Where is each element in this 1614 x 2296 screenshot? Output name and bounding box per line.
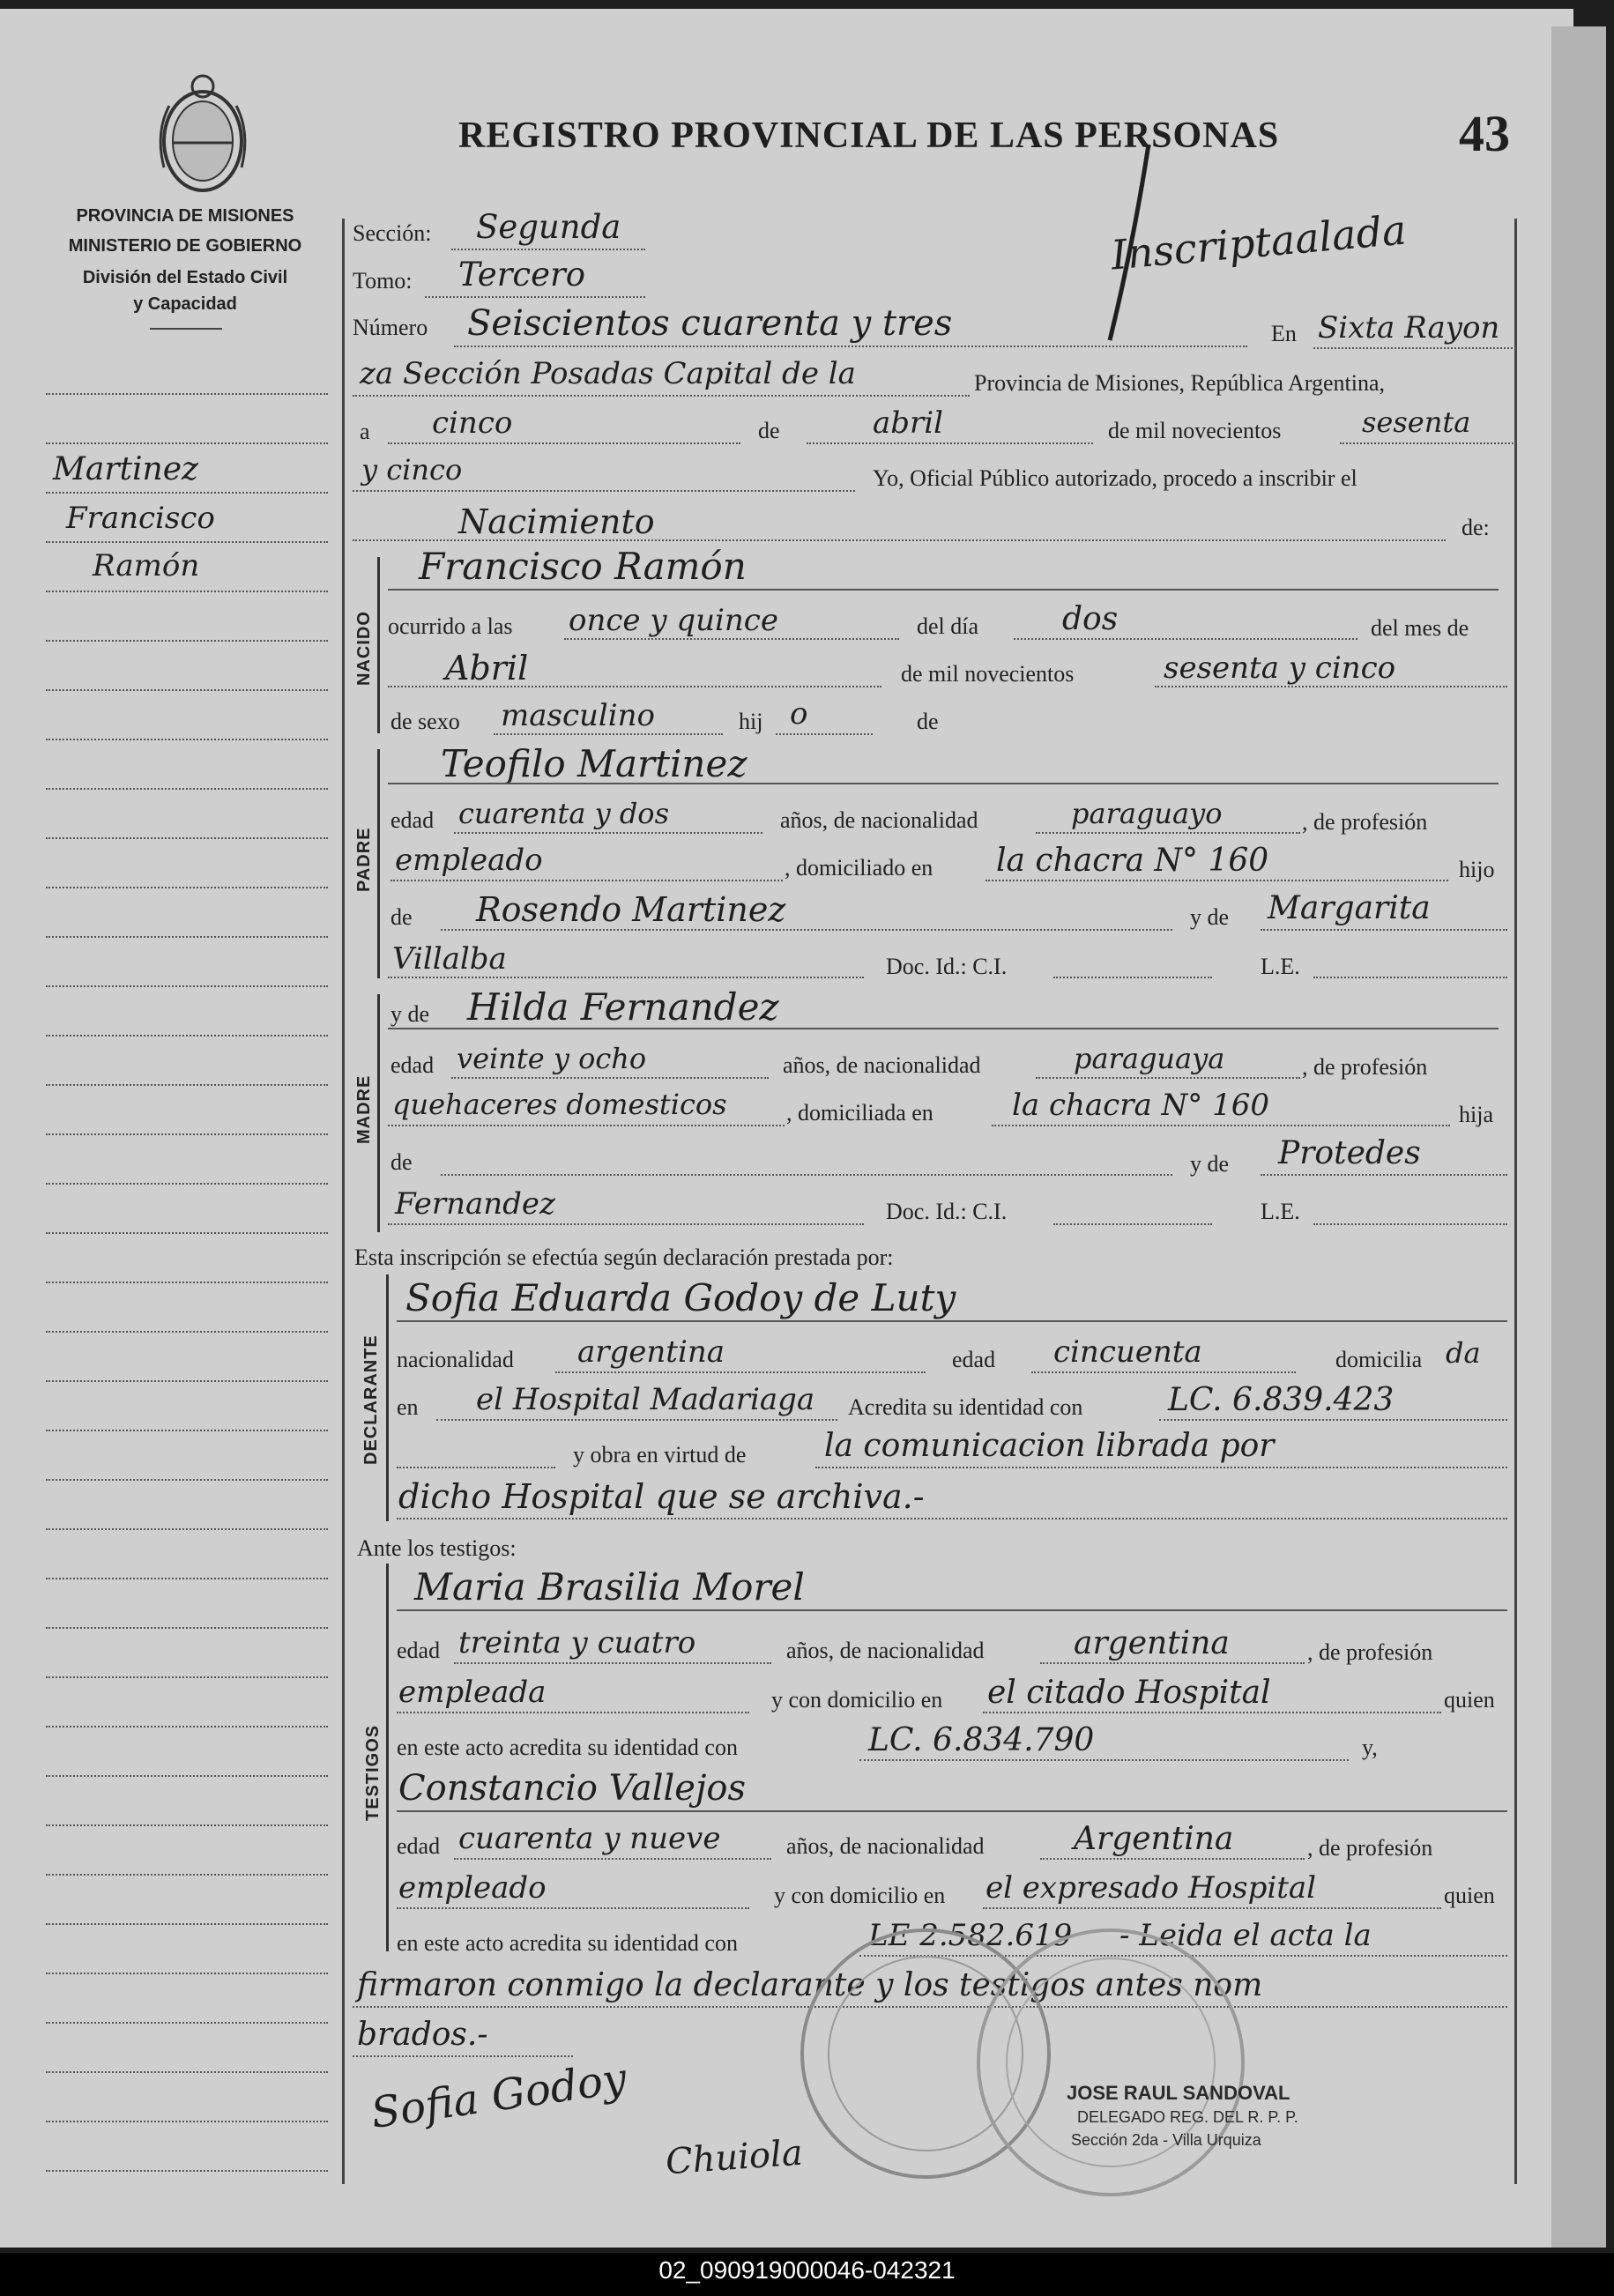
year-value: sesenta: [1362, 405, 1471, 439]
padre-bracket: [377, 749, 380, 978]
sidebar-dotted-line: [46, 1479, 328, 1481]
closing-line-2: firmaron conmigo la declarante y los testigos antes nom: [357, 1967, 1263, 2003]
declarante-en-line: [436, 1419, 837, 1421]
testigo1-acredita-label: en este acto acredita su identidad con: [397, 1735, 738, 1760]
sidebar-dotted-line: [46, 1923, 328, 1925]
day-line: [388, 442, 740, 444]
madre-le-line: [1313, 1223, 1507, 1225]
coat-of-arms-icon: [152, 71, 254, 203]
testigo2-nac-line: [1040, 1858, 1305, 1860]
province-label: PROVINCIA DE MISIONES: [76, 206, 294, 226]
testigo2-edad-value: cuarenta y nueve: [458, 1821, 721, 1856]
testigo1-acredita-value: LC. 6.834.790: [868, 1722, 1095, 1758]
scan-caption: 02_090919000046-042321: [658, 2256, 956, 2284]
seccion-label: Sección:: [353, 220, 432, 246]
testigo2-nac-label: años, de nacionalidad: [786, 1833, 985, 1859]
madre-parent2-value: Protedes: [1278, 1135, 1421, 1171]
acto-value: Nacimiento: [458, 502, 655, 541]
sidebar-dotted-line: [46, 837, 328, 839]
padre-parent1-value: Rosendo Martinez: [476, 890, 786, 929]
declarante-label: DECLARANTE: [361, 1334, 381, 1465]
sidebar-dotted-line: [46, 1578, 328, 1579]
official-section: Sección 2da - Villa Urquiza: [1071, 2131, 1261, 2149]
padre-edad-line: [454, 832, 762, 834]
madre-doc-line: [1053, 1223, 1212, 1225]
testigos-intro: Ante los testigos:: [357, 1535, 517, 1561]
del-mes-label: del mes de: [1371, 615, 1469, 641]
main-border-right: [1514, 219, 1517, 2184]
closing-start: - Leida el acta la: [1119, 1918, 1372, 1953]
sidebar-dotted-line: [46, 2121, 328, 2122]
padre-nac-label: años, de nacionalidad: [780, 807, 978, 833]
official-stamp-icon: [793, 1877, 1287, 2230]
declarante-en-label: en: [397, 1394, 419, 1420]
madre-parent2-value-2: Fernandez: [395, 1186, 555, 1222]
declarante-edad-value: cincuenta: [1053, 1334, 1202, 1370]
sidebar-rule: [150, 328, 222, 330]
signature-witness: Chuiola: [664, 2132, 805, 2183]
padre-name-line: [388, 783, 1499, 784]
madre-prof-value: quehaceres domesticos: [392, 1088, 727, 1121]
madre-edad-label: edad: [390, 1052, 435, 1078]
hij-line: [776, 733, 873, 735]
nacido-de-label: de: [917, 709, 939, 734]
nacido-label: NACIDO: [354, 611, 374, 686]
testigo2-prof-label: , de profesión: [1307, 1835, 1433, 1861]
sidebar-dotted-line: [46, 2071, 328, 2073]
testigo2-acredita-label: en este acto acredita su identidad con: [397, 1930, 738, 1956]
testigo1-nac-label: años, de nacionalidad: [786, 1638, 985, 1663]
del-dia-label: del día: [917, 613, 979, 639]
month-line: [807, 442, 1093, 444]
sidebar-dotted-line: [46, 1627, 328, 1629]
testigo2-dom-label: y con domicilio en: [774, 1883, 946, 1908]
sidebar-dotted-line: [46, 689, 328, 691]
madre-label: MADRE: [354, 1074, 374, 1144]
testigo2-quien: quien: [1444, 1883, 1495, 1908]
madre-doc-label: Doc. Id.: C.I.: [886, 1199, 1008, 1224]
declarante-obra-line: [815, 1467, 1507, 1468]
sidebar-dotted-line: [46, 591, 328, 592]
seccion-value: Segunda: [476, 208, 621, 246]
testigos-label: TESTIGOS: [363, 1724, 383, 1821]
madre-y-de-label: y de: [390, 1001, 430, 1027]
padre-doc-label: Doc. Id.: C.I.: [886, 954, 1008, 979]
page-edge: [1551, 26, 1606, 2248]
nacido-year-value: sesenta y cinco: [1164, 650, 1396, 686]
hij-value: o: [790, 696, 808, 732]
declarante-nac-value: argentina: [577, 1334, 725, 1370]
nacido-year-label: de mil novecientos: [901, 661, 1075, 687]
declarante-obra-line-2: [397, 1518, 1507, 1520]
padre-parent2-line: [1261, 929, 1507, 931]
madre-name-line: [388, 1028, 1499, 1029]
madre-name: Hilda Fernandez: [467, 985, 779, 1029]
mes-value: Abril: [445, 649, 529, 687]
padre-prof-value: empleado: [395, 843, 543, 878]
declarante-acredita-label: Acredita su identidad con: [848, 1394, 1083, 1420]
padre-le-line: [1313, 977, 1507, 978]
testigo1-dom-label: y con domicilio en: [771, 1687, 943, 1713]
sidebar-dotted-line: [46, 1331, 328, 1333]
madre-nac-label: años, de nacionalidad: [783, 1052, 981, 1078]
madre-parent2-line: [1261, 1174, 1507, 1176]
padre-edad-value: cuarenta y dos: [458, 797, 669, 830]
testigo2-name: Constancio Vallejos: [398, 1768, 746, 1809]
testigo1-dom-value: el citado Hospital: [987, 1675, 1271, 1711]
testigo2-name-line: [397, 1810, 1507, 1812]
declarante-intro: Esta inscripción se efectúa según declaración prestada por:: [354, 1245, 894, 1270]
madre-nac-value: paraguaya: [1074, 1042, 1225, 1075]
declarante-en-value: el Hospital Madariaga: [476, 1382, 815, 1417]
sidebar-dotted-line: [46, 1084, 328, 1086]
madre-de-label: de: [390, 1149, 413, 1175]
closing-line-3-rule: [353, 2055, 573, 2057]
madre-prof-label: , de profesión: [1302, 1054, 1428, 1080]
sidebar-dotted-line: [46, 1824, 328, 1826]
testigo1-nac-value: argentina: [1074, 1625, 1230, 1661]
declarante-nac-line: [555, 1371, 926, 1373]
de-colon: de:: [1462, 515, 1490, 540]
year-label: de mil novecientos: [1108, 418, 1282, 443]
sexo-label: de sexo: [390, 709, 460, 734]
testigo1-y: y,: [1362, 1735, 1378, 1760]
declarante-name: Sofia Eduarda Godoy de Luty: [405, 1276, 956, 1319]
declarante-obra-pre-line: [397, 1467, 555, 1468]
declarante-obra-value: la comunicacion librada por: [824, 1428, 1275, 1464]
sidebar-dotted-line: [46, 2022, 328, 2024]
testigo1-name-line: [397, 1609, 1507, 1611]
nacido-name: Francisco Ramón: [419, 545, 747, 588]
dia-line: [1014, 638, 1357, 640]
declarante-edad-label: edad: [952, 1347, 996, 1372]
closing-line-3: brados.-: [357, 2017, 488, 2053]
testigo2-nac-value: Argentina: [1074, 1821, 1234, 1857]
sidebar-dotted-line: [46, 936, 328, 938]
declarante-obra-label: y obra en virtud de: [573, 1442, 747, 1468]
padre-prof-label: , de profesión: [1302, 809, 1428, 835]
sexo-line: [494, 733, 723, 735]
registry-title: REGISTRO PROVINCIAL DE LAS PERSONAS: [458, 115, 1280, 156]
declarante-edad-line: [1031, 1371, 1296, 1373]
official-name: JOSE RAUL SANDOVAL: [1067, 2082, 1290, 2104]
padre-de-label: de: [390, 904, 413, 930]
sexo-value: masculino: [501, 698, 656, 733]
testigo1-edad-value: treinta y cuatro: [458, 1625, 696, 1661]
declarante-dom-suffix: da: [1446, 1336, 1481, 1370]
testigo2-prof-line: [397, 1907, 749, 1909]
sidebar-dotted-line: [46, 1676, 328, 1678]
declarante-name-line: [397, 1320, 1507, 1322]
padre-le-label: L.E.: [1261, 954, 1300, 979]
margin-name-first: Francisco: [66, 501, 215, 536]
padre-nac-value: paraguayo: [1071, 797, 1223, 830]
padre-edad-label: edad: [390, 807, 435, 833]
testigo1-edad-label: edad: [397, 1638, 441, 1663]
padre-dom-line: [986, 880, 1448, 881]
sidebar-dotted-line: [46, 1133, 328, 1135]
sidebar-dotted-line: [46, 492, 328, 494]
margin-name-surname: Martinez: [53, 451, 198, 487]
madre-nac-line: [1036, 1077, 1300, 1079]
testigo2-dom-value: el expresado Hospital: [986, 1870, 1317, 1906]
sidebar-dotted-line: [46, 1775, 328, 1777]
capacity-label: y Capacidad: [133, 294, 237, 314]
margin-name-second: Ramón: [93, 548, 200, 583]
testigo2-edad-line: [454, 1858, 771, 1860]
registration-annotation: Inscriptaalada: [1109, 205, 1409, 279]
madre-parent1-line: [441, 1174, 1172, 1176]
sidebar-dotted-line: [46, 887, 328, 888]
sidebar-dotted-line: [46, 1282, 328, 1283]
sidebar-dotted-line: [46, 1528, 328, 1530]
sidebar-dotted-line: [46, 1430, 328, 1431]
padre-prof-line: [390, 880, 783, 881]
padre-parent1-line: [441, 929, 1172, 931]
year-value-2: y cinco: [361, 453, 463, 487]
tomo-line: [425, 296, 645, 298]
sidebar-dotted-line: [46, 1035, 328, 1037]
a-label: a: [360, 419, 370, 444]
annotation-stroke: [1097, 141, 1168, 344]
madre-dom-label: , domiciliada en: [786, 1100, 933, 1126]
signature-declarant: Sofia Godoy: [368, 2053, 630, 2139]
ocurrido-label: ocurrido a las: [388, 613, 513, 639]
madre-bracket: [377, 994, 380, 1232]
nacido-name-line: [388, 589, 1499, 591]
madre-dom-line: [992, 1125, 1450, 1126]
declarante-obra-value-2: dicho Hospital que se archiva.-: [398, 1477, 925, 1516]
tomo-value: Tercero: [458, 256, 585, 294]
sidebar-dotted-line: [46, 1973, 328, 1974]
dia-value: dos: [1062, 601, 1119, 637]
declarante-bracket: [386, 1274, 389, 1521]
de-label: de: [758, 418, 780, 443]
ministry-label: MINISTERIO DE GOBIERNO: [68, 236, 302, 256]
padre-parent2-line-2: [388, 977, 864, 978]
nacido-bracket: [377, 557, 380, 733]
padre-label: PADRE: [354, 827, 374, 892]
madre-edad-line: [451, 1077, 769, 1079]
acto-line: [353, 539, 1446, 541]
numero-line: [454, 346, 1247, 347]
sidebar-dotted-line: [46, 393, 328, 395]
testigo1-acredita-line: [859, 1759, 1349, 1761]
padre-hijo-label: hijo: [1459, 857, 1495, 882]
hora-line: [564, 638, 899, 640]
en-value: Sixta Rayon: [1318, 310, 1500, 346]
location-value: za Sección Posadas Capital de la: [360, 356, 856, 391]
padre-y-de-label: y de: [1190, 904, 1230, 930]
month-value: abril: [873, 405, 944, 441]
sidebar-dotted-line: [46, 640, 328, 642]
en-line: [1313, 347, 1516, 349]
testigo1-name: Maria Brasilia Morel: [414, 1565, 805, 1609]
location-line: [353, 395, 970, 397]
padre-dom-value: la chacra N° 160: [996, 843, 1269, 879]
padre-nac-line: [1036, 832, 1300, 834]
testigo2-prof-value: empleado: [398, 1870, 547, 1906]
padre-parent2-value: Margarita: [1268, 890, 1431, 926]
madre-dom-value: la chacra N° 160: [1012, 1088, 1269, 1123]
testigo1-edad-line: [454, 1662, 771, 1664]
sidebar-dotted-line: [46, 1380, 328, 1382]
testigo1-prof-value: empleada: [398, 1675, 547, 1710]
page-number: 43: [1459, 105, 1510, 162]
day-value: cinco: [432, 405, 513, 441]
testigo1-prof-line: [397, 1712, 749, 1713]
year-line-2: [353, 490, 855, 492]
testigo1-quien: quien: [1444, 1687, 1495, 1713]
padre-parent2-value-2: Villalba: [392, 941, 507, 977]
main-border-left: [342, 219, 345, 2184]
division-label: División del Estado Civil: [82, 268, 288, 287]
sidebar-dotted-line: [46, 1726, 328, 1728]
declarante-nac-label: nacionalidad: [397, 1347, 514, 1372]
testigo1-dom-line: [983, 1712, 1441, 1713]
sidebar-dotted-line: [46, 2170, 328, 2172]
hij-label: hij: [739, 709, 763, 734]
declarante-acredita-line: [1159, 1419, 1507, 1421]
provincia-text: Provincia de Misiones, República Argentina,: [974, 370, 1385, 396]
padre-name: Teofilo Martinez: [441, 742, 747, 785]
madre-y-de2-label: y de: [1190, 1151, 1230, 1177]
sidebar-dotted-line: [46, 1232, 328, 1234]
padre-doc-line: [1053, 977, 1212, 978]
en-label: En: [1271, 321, 1297, 346]
sidebar-dotted-line: [46, 1183, 328, 1185]
testigos-bracket: [386, 1564, 389, 1951]
seccion-line: [451, 249, 645, 250]
official-title: DELEGADO REG. DEL R. P. P.: [1077, 2108, 1298, 2126]
sidebar-dotted-line: [46, 985, 328, 987]
declarante-dom-label: domicilia: [1335, 1347, 1423, 1372]
padre-dom-label: , domiciliado en: [785, 855, 933, 881]
testigo2-acredita-value: LE 2.582.619: [868, 1918, 1073, 1953]
declarante-acredita-value: LC. 6.839.423: [1168, 1382, 1395, 1418]
tomo-label: Tomo:: [353, 268, 413, 294]
sidebar-dotted-line: [46, 442, 328, 444]
madre-hija-label: hija: [1459, 1102, 1493, 1127]
sidebar-dotted-line: [46, 541, 328, 543]
sidebar-dotted-line: [46, 739, 328, 740]
hora-value: once y quince: [569, 603, 778, 638]
testigo1-nac-line: [1040, 1662, 1305, 1664]
year-line: [1340, 442, 1516, 444]
madre-parent2-line-2: [388, 1223, 864, 1225]
testigo1-prof-label: , de profesión: [1307, 1639, 1433, 1665]
madre-le-label: L.E.: [1261, 1199, 1300, 1224]
testigo2-edad-label: edad: [397, 1833, 441, 1859]
sidebar-dotted-line: [46, 1874, 328, 1876]
numero-label: Número: [353, 315, 428, 340]
mes-line: [388, 686, 881, 687]
sidebar-dotted-line: [46, 788, 328, 790]
nacido-year-line: [1155, 686, 1507, 687]
madre-edad-value: veinte y ocho: [457, 1042, 647, 1075]
numero-value: Seiscientos cuarenta y tres: [467, 303, 953, 344]
madre-prof-line: [388, 1125, 785, 1126]
oficial-text: Yo, Oficial Público autorizado, procedo a inscribir el: [873, 465, 1357, 491]
